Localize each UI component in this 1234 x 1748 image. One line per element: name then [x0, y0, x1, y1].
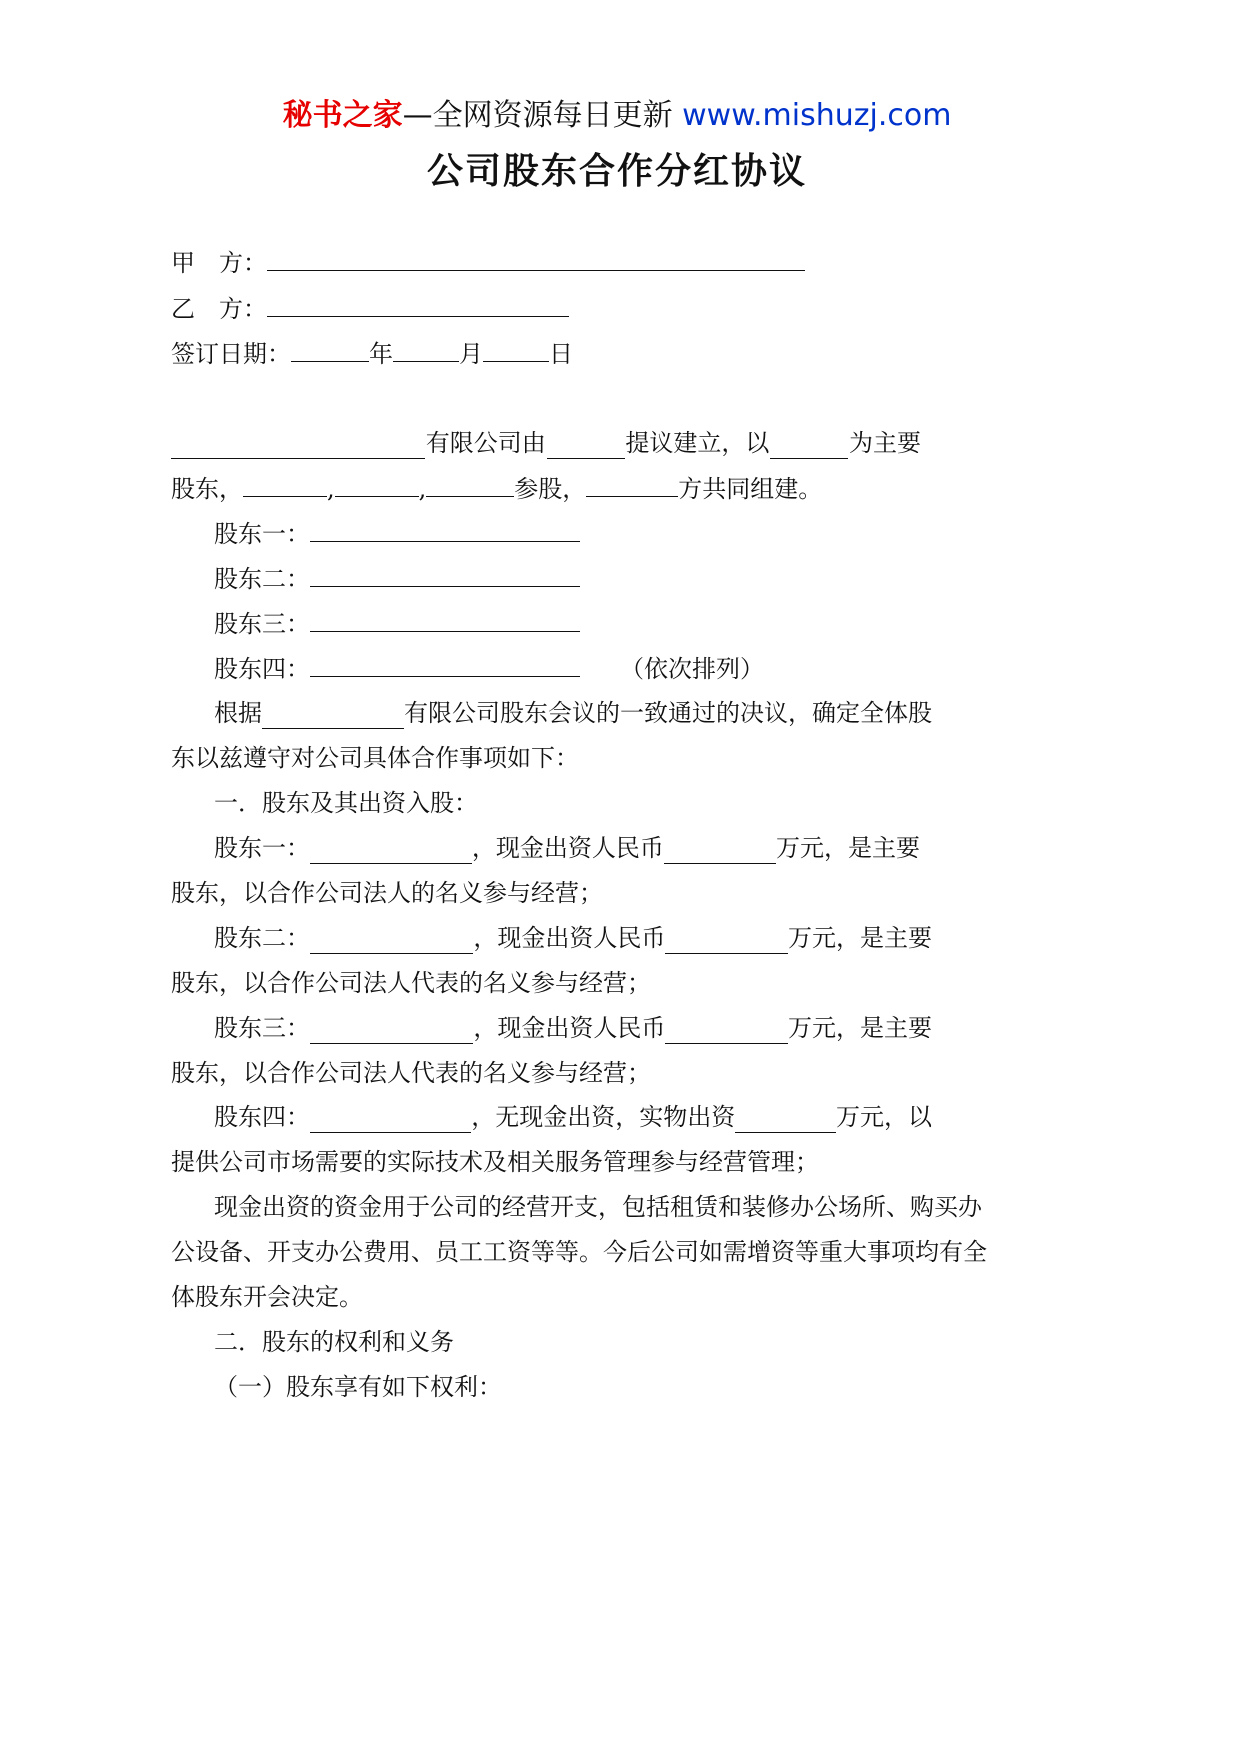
intro-text-3: 为主要 — [848, 429, 921, 457]
s3-contrib-mid: ，现金出资人民币 — [473, 1014, 666, 1042]
s4-contrib-line-2: 提供公司市场需要的实际技术及相关服务管理参与经营管理； — [171, 1148, 819, 1176]
shareholder-1-blank[interactable] — [310, 517, 580, 542]
shareholder-1-label: 股东一： — [214, 520, 310, 548]
party-blank-1[interactable] — [243, 472, 327, 497]
day-blank[interactable] — [483, 337, 549, 362]
basis-line-1 — [214, 697, 932, 729]
basis-company-blank[interactable] — [262, 704, 404, 729]
party-a-line — [171, 246, 805, 279]
intro-text-5: 参股， — [514, 475, 587, 503]
site-url[interactable]: www.mishuzj.com — [682, 98, 952, 133]
month-label: 月 — [459, 340, 483, 368]
site-banner — [0, 96, 1234, 136]
section-2-sub-1: （一）股东享有如下权利： — [214, 1373, 502, 1401]
s2-contrib-end: 万元，是主要 — [788, 924, 932, 952]
party-b-label: 乙 方： — [171, 295, 267, 323]
s1-contrib-line-1 — [214, 832, 920, 864]
month-blank[interactable] — [393, 337, 459, 362]
s3-amount-blank[interactable] — [665, 1019, 788, 1044]
s4-contrib-mid: ，无现金出资，实物出资 — [471, 1103, 736, 1131]
basis-text-b: 有限公司股东会议的一致通过的决议，确定全体股 — [404, 699, 932, 727]
s4-contrib-end: 万元，以 — [836, 1103, 932, 1131]
shareholder-4-line — [214, 652, 764, 685]
cash-use-line-1: 现金出资的资金用于公司的经营开支，包括租赁和装修办公场所、购买办 — [214, 1193, 982, 1221]
basis-line-2 — [171, 742, 579, 774]
shareholder-1-line — [214, 517, 580, 550]
s3-name-blank[interactable] — [310, 1019, 473, 1044]
intro-text-4: 股东， — [171, 475, 243, 503]
s2-contrib-line-2: 股东，以合作公司法人代表的名义参与经营； — [171, 969, 651, 997]
s1-name-blank[interactable] — [310, 839, 472, 864]
sign-date-label: 签订日期： — [171, 340, 291, 368]
intro-line-1 — [171, 427, 921, 459]
s2-amount-blank[interactable] — [665, 929, 788, 954]
s2-contrib-line-1 — [214, 922, 932, 954]
section-1-heading: 一．股东及其出资入股： — [214, 789, 478, 817]
s4-contrib-line-1 — [214, 1101, 932, 1133]
brand-name: 秘书之家 — [282, 98, 403, 133]
shareholder-2-label: 股东二： — [214, 565, 310, 593]
party-b-line — [171, 292, 569, 325]
party-a-blank[interactable] — [267, 246, 805, 271]
party-blank-3[interactable] — [426, 472, 514, 497]
proposer-blank[interactable] — [547, 434, 625, 459]
shareholder-3-label: 股东三： — [214, 610, 310, 638]
s3-contrib-line-1 — [214, 1012, 932, 1044]
party-b-blank[interactable] — [267, 292, 569, 317]
intro-text-2: 提议建立，以 — [625, 429, 770, 457]
s3-contrib-end: 万元，是主要 — [788, 1014, 932, 1042]
intro-text-6: 方共同组建。 — [678, 475, 823, 503]
sign-date-line — [171, 337, 573, 370]
shareholder-2-blank[interactable] — [310, 562, 580, 587]
company-name-blank[interactable] — [171, 434, 425, 459]
s3-contrib-label: 股东三： — [214, 1014, 310, 1042]
s1-amount-blank[interactable] — [664, 839, 776, 864]
s3-contrib-line-2: 股东，以合作公司法人代表的名义参与经营； — [171, 1059, 651, 1087]
s2-name-blank[interactable] — [310, 929, 473, 954]
party-blank-2[interactable] — [335, 472, 419, 497]
intro-text-1: 有限公司由 — [425, 429, 546, 457]
shareholder-4-blank[interactable] — [310, 652, 580, 677]
s4-contrib-label: 股东四： — [214, 1103, 310, 1131]
document-title: 公司股东合作分红协议 — [426, 151, 807, 192]
basis-text-a: 根据 — [214, 699, 262, 727]
s4-name-blank[interactable] — [310, 1108, 471, 1133]
shareholder-3-line — [214, 607, 580, 640]
shareholder-3-blank[interactable] — [310, 607, 580, 632]
shareholder-4-label: 股东四： — [214, 655, 310, 683]
s2-contrib-mid: ，现金出资人民币 — [473, 924, 666, 952]
s1-contrib-line-2: 股东，以合作公司法人的名义参与经营； — [171, 879, 603, 907]
intro-line-2 — [171, 472, 822, 505]
party-count-blank[interactable] — [586, 472, 678, 497]
order-note: （依次排列） — [620, 655, 764, 683]
s1-contrib-mid: ，现金出资人民币 — [471, 834, 664, 862]
day-label: 日 — [549, 340, 573, 368]
comma-2: , — [418, 475, 427, 503]
banner-tagline: —全网资源每日更新 — [402, 98, 683, 133]
party-a-label: 甲 方： — [171, 249, 267, 277]
shareholder-2-line — [214, 562, 580, 595]
year-label: 年 — [369, 340, 393, 368]
main-shareholder-blank[interactable] — [770, 434, 848, 459]
comma-1: , — [327, 475, 335, 503]
s2-contrib-label: 股东二： — [214, 924, 310, 952]
s1-contrib-end: 万元，是主要 — [776, 834, 920, 862]
section-2-heading: 二．股东的权利和义务 — [214, 1328, 454, 1356]
cash-use-line-3: 体股东开会决定。 — [171, 1283, 363, 1311]
s1-contrib-label: 股东一： — [214, 834, 310, 862]
basis-text-c: 东以兹遵守对公司具体合作事项如下： — [171, 744, 579, 772]
s4-amount-blank[interactable] — [735, 1108, 836, 1133]
year-blank[interactable] — [291, 337, 369, 362]
cash-use-line-2: 公设备、开支办公费用、员工工资等等。今后公司如需增资等重大事项均有全 — [171, 1238, 987, 1266]
